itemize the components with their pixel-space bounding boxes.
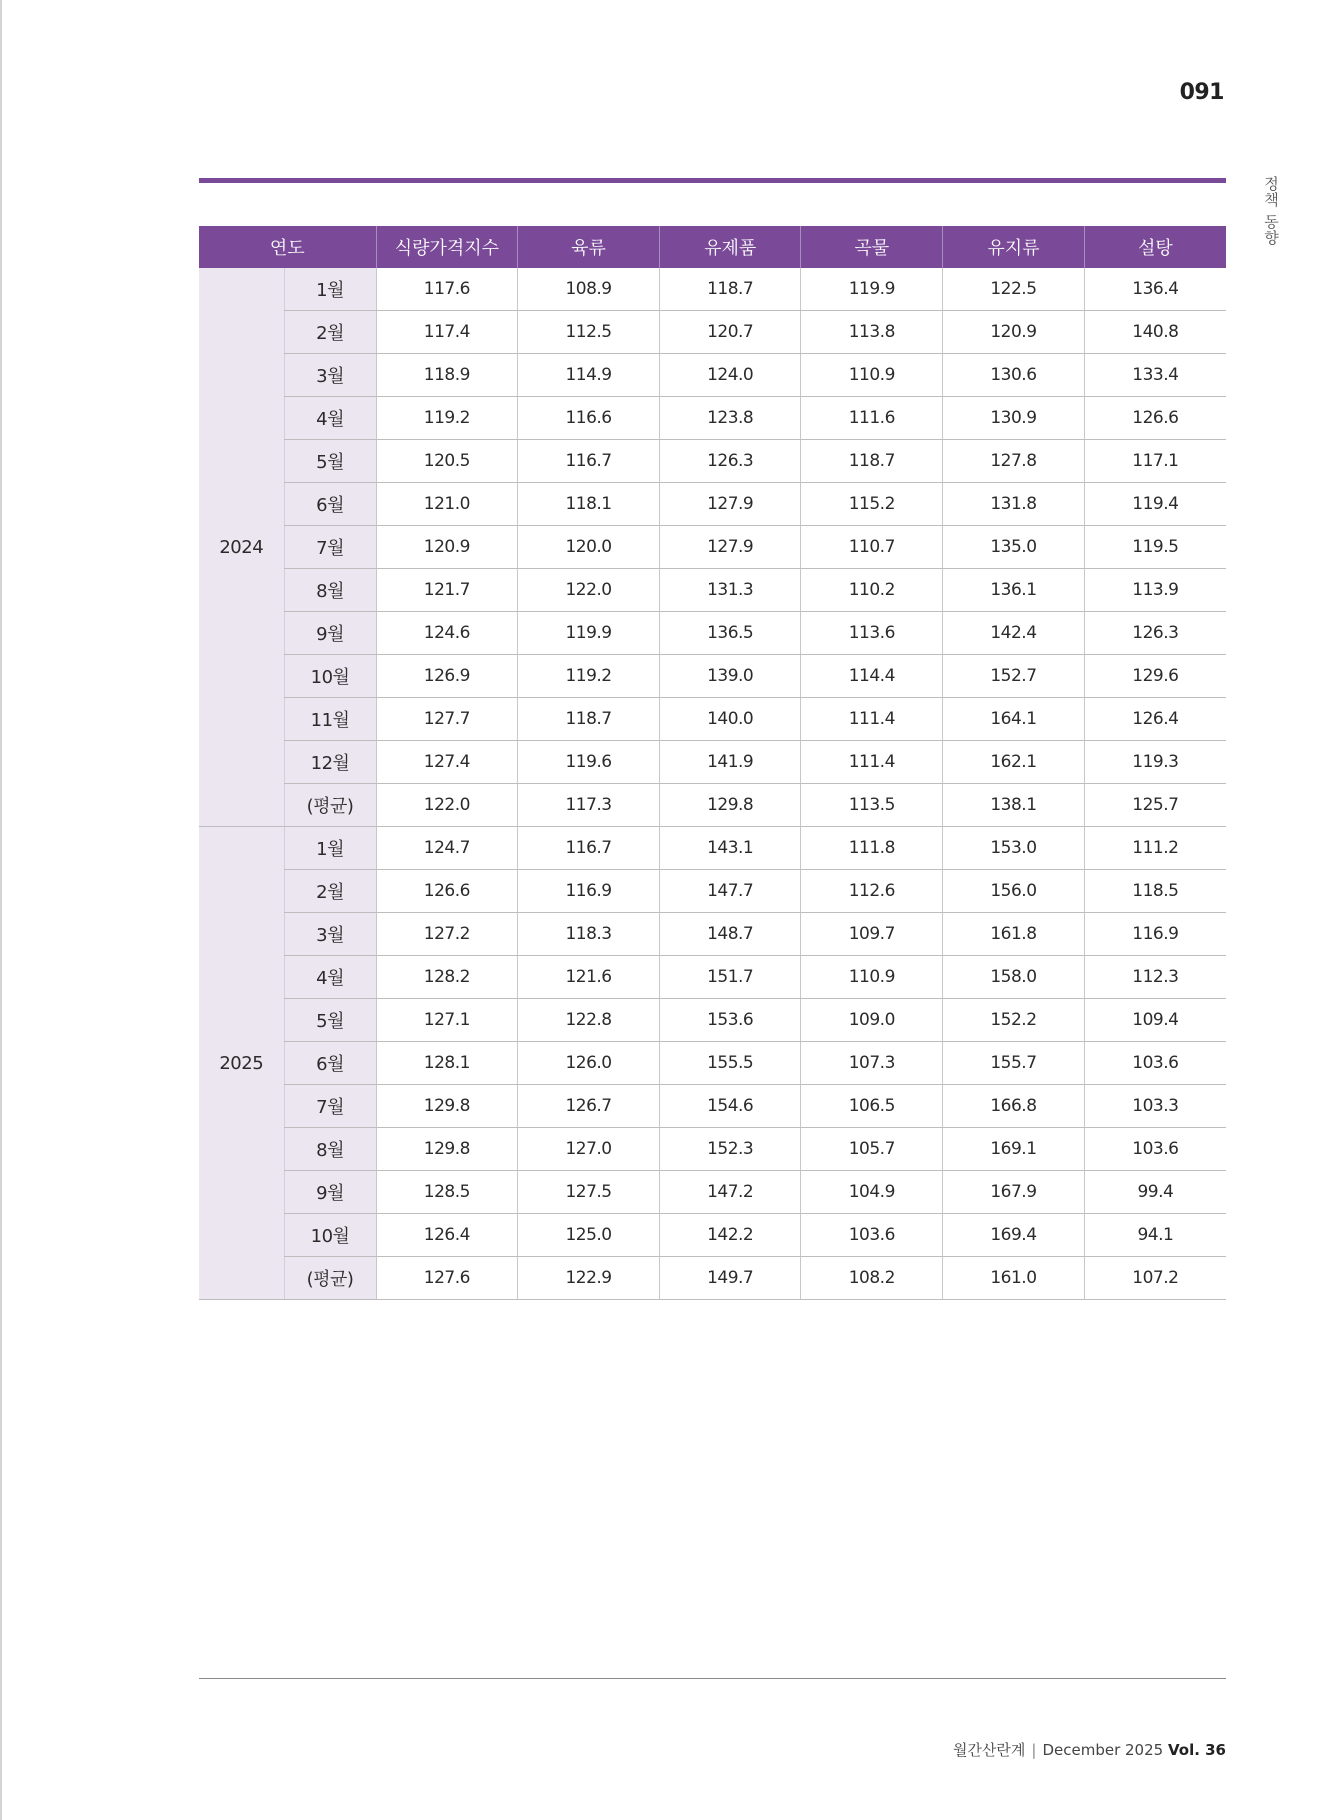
value-cell: 127.7: [376, 698, 518, 741]
month-cell: 7월: [284, 1085, 376, 1128]
header-oils: 유지류: [943, 226, 1085, 268]
value-cell: 141.9: [659, 741, 801, 784]
table-row: [199, 311, 1226, 354]
month-cell: 12월: [284, 741, 376, 784]
value-cell: 122.5: [943, 268, 1085, 311]
value-cell: 103.3: [1084, 1085, 1226, 1128]
page-edge: [0, 0, 2, 1820]
month-cell: 4월: [284, 956, 376, 999]
value-cell: 116.6: [518, 397, 660, 440]
table-row: [199, 526, 1226, 569]
value-cell: 103.6: [1084, 1042, 1226, 1085]
value-cell: 148.7: [659, 913, 801, 956]
month-cell: 6월: [284, 1042, 376, 1085]
table-row: [199, 827, 1226, 870]
value-cell: 109.0: [801, 999, 943, 1042]
value-cell: 162.1: [943, 741, 1085, 784]
value-cell: 126.0: [518, 1042, 660, 1085]
value-cell: 138.1: [943, 784, 1085, 827]
value-cell: 117.4: [376, 311, 518, 354]
value-cell: 136.4: [1084, 268, 1226, 311]
table-row: [199, 1042, 1226, 1085]
value-cell: 154.6: [659, 1085, 801, 1128]
value-cell: 121.0: [376, 483, 518, 526]
month-cell: 10월: [284, 655, 376, 698]
value-cell: 118.1: [518, 483, 660, 526]
value-cell: 147.7: [659, 870, 801, 913]
value-cell: 127.5: [518, 1171, 660, 1214]
value-cell: 114.4: [801, 655, 943, 698]
value-cell: 122.0: [376, 784, 518, 827]
month-cell: (평균): [284, 784, 376, 827]
value-cell: 127.2: [376, 913, 518, 956]
value-cell: 111.6: [801, 397, 943, 440]
value-cell: 121.6: [518, 956, 660, 999]
value-cell: 161.8: [943, 913, 1085, 956]
value-cell: 139.0: [659, 655, 801, 698]
month-cell: 2월: [284, 870, 376, 913]
value-cell: 118.7: [659, 268, 801, 311]
value-cell: 166.8: [943, 1085, 1085, 1128]
value-cell: 125.0: [518, 1214, 660, 1257]
value-cell: 151.7: [659, 956, 801, 999]
value-cell: 126.3: [1084, 612, 1226, 655]
header-year: 연도: [199, 226, 376, 268]
value-cell: 128.5: [376, 1171, 518, 1214]
value-cell: 119.9: [801, 268, 943, 311]
value-cell: 127.4: [376, 741, 518, 784]
value-cell: 128.1: [376, 1042, 518, 1085]
value-cell: 126.4: [1084, 698, 1226, 741]
value-cell: 155.5: [659, 1042, 801, 1085]
value-cell: 108.9: [518, 268, 660, 311]
value-cell: 120.5: [376, 440, 518, 483]
month-cell: 3월: [284, 354, 376, 397]
value-cell: 147.2: [659, 1171, 801, 1214]
value-cell: 143.1: [659, 827, 801, 870]
bottom-rule: [199, 1678, 1226, 1679]
value-cell: 127.8: [943, 440, 1085, 483]
header-dairy: 유제품: [659, 226, 801, 268]
value-cell: 119.5: [1084, 526, 1226, 569]
value-cell: 152.7: [943, 655, 1085, 698]
value-cell: 113.6: [801, 612, 943, 655]
value-cell: 105.7: [801, 1128, 943, 1171]
value-cell: 117.6: [376, 268, 518, 311]
month-cell: 9월: [284, 1171, 376, 1214]
value-cell: 104.9: [801, 1171, 943, 1214]
month-cell: 8월: [284, 1128, 376, 1171]
year-cell: 2024: [199, 268, 284, 827]
value-cell: 133.4: [1084, 354, 1226, 397]
value-cell: 110.7: [801, 526, 943, 569]
value-cell: 149.7: [659, 1257, 801, 1300]
value-cell: 169.1: [943, 1128, 1085, 1171]
month-cell: 4월: [284, 397, 376, 440]
value-cell: 118.7: [518, 698, 660, 741]
value-cell: 113.9: [1084, 569, 1226, 612]
value-cell: 116.7: [518, 440, 660, 483]
table-row: [199, 612, 1226, 655]
value-cell: 127.9: [659, 526, 801, 569]
value-cell: 113.8: [801, 311, 943, 354]
value-cell: 111.8: [801, 827, 943, 870]
value-cell: 120.9: [376, 526, 518, 569]
value-cell: 156.0: [943, 870, 1085, 913]
value-cell: 120.0: [518, 526, 660, 569]
table-row: [199, 956, 1226, 999]
table-row: [199, 913, 1226, 956]
value-cell: 158.0: [943, 956, 1085, 999]
value-cell: 111.2: [1084, 827, 1226, 870]
table-row: [199, 397, 1226, 440]
value-cell: 126.9: [376, 655, 518, 698]
value-cell: 110.9: [801, 956, 943, 999]
table-row: [199, 1128, 1226, 1171]
value-cell: 142.4: [943, 612, 1085, 655]
table-row: [199, 698, 1226, 741]
month-cell: 5월: [284, 999, 376, 1042]
table-row: [199, 268, 1226, 311]
value-cell: 127.1: [376, 999, 518, 1042]
value-cell: 124.6: [376, 612, 518, 655]
value-cell: 118.3: [518, 913, 660, 956]
section-label: 정책 동향: [1262, 176, 1280, 246]
value-cell: 115.2: [801, 483, 943, 526]
value-cell: 126.3: [659, 440, 801, 483]
footer-separator: |: [1031, 1741, 1037, 1759]
value-cell: 118.5: [1084, 870, 1226, 913]
table-row: [199, 1257, 1226, 1300]
page-number: 091: [1179, 80, 1224, 105]
table-row: [199, 870, 1226, 913]
header-cereals: 곡물: [801, 226, 943, 268]
value-cell: 167.9: [943, 1171, 1085, 1214]
value-cell: 112.6: [801, 870, 943, 913]
value-cell: 117.1: [1084, 440, 1226, 483]
month-cell: 5월: [284, 440, 376, 483]
value-cell: 107.2: [1084, 1257, 1226, 1300]
value-cell: 111.4: [801, 698, 943, 741]
value-cell: 112.5: [518, 311, 660, 354]
value-cell: 103.6: [1084, 1128, 1226, 1171]
footer-issue: December 2025: [1042, 1741, 1164, 1759]
value-cell: 127.6: [376, 1257, 518, 1300]
value-cell: 116.9: [518, 870, 660, 913]
value-cell: 118.7: [801, 440, 943, 483]
header-sugar: 설탕: [1084, 226, 1226, 268]
value-cell: 126.6: [376, 870, 518, 913]
value-cell: 113.5: [801, 784, 943, 827]
value-cell: 131.8: [943, 483, 1085, 526]
value-cell: 125.7: [1084, 784, 1226, 827]
value-cell: 119.3: [1084, 741, 1226, 784]
value-cell: 130.9: [943, 397, 1085, 440]
header-food-price-index: 식량가격지수: [376, 226, 518, 268]
month-cell: 1월: [284, 827, 376, 870]
value-cell: 140.8: [1084, 311, 1226, 354]
top-rule: [199, 178, 1226, 183]
value-cell: 121.7: [376, 569, 518, 612]
value-cell: 122.8: [518, 999, 660, 1042]
value-cell: 108.2: [801, 1257, 943, 1300]
month-cell: 9월: [284, 612, 376, 655]
value-cell: 120.7: [659, 311, 801, 354]
value-cell: 136.5: [659, 612, 801, 655]
table-header-row: [199, 226, 1226, 268]
value-cell: 118.9: [376, 354, 518, 397]
value-cell: 161.0: [943, 1257, 1085, 1300]
month-cell: 8월: [284, 569, 376, 612]
value-cell: 109.7: [801, 913, 943, 956]
value-cell: 136.1: [943, 569, 1085, 612]
table-row: [199, 999, 1226, 1042]
table-row: [199, 483, 1226, 526]
value-cell: 129.8: [376, 1128, 518, 1171]
food-price-index-table: [199, 226, 1226, 1300]
value-cell: 126.7: [518, 1085, 660, 1128]
value-cell: 126.4: [376, 1214, 518, 1257]
header-meat: 육류: [518, 226, 660, 268]
value-cell: 111.4: [801, 741, 943, 784]
value-cell: 128.2: [376, 956, 518, 999]
value-cell: 116.7: [518, 827, 660, 870]
table-body: [199, 268, 1226, 1300]
value-cell: 119.6: [518, 741, 660, 784]
table-row: [199, 354, 1226, 397]
value-cell: 116.9: [1084, 913, 1226, 956]
value-cell: 135.0: [943, 526, 1085, 569]
value-cell: 129.6: [1084, 655, 1226, 698]
value-cell: 119.2: [376, 397, 518, 440]
value-cell: 109.4: [1084, 999, 1226, 1042]
value-cell: 94.1: [1084, 1214, 1226, 1257]
value-cell: 164.1: [943, 698, 1085, 741]
month-cell: 7월: [284, 526, 376, 569]
month-cell: (평균): [284, 1257, 376, 1300]
footer-magazine: 월간산란계: [952, 1741, 1026, 1759]
value-cell: 119.4: [1084, 483, 1226, 526]
value-cell: 127.9: [659, 483, 801, 526]
value-cell: 107.3: [801, 1042, 943, 1085]
year-cell: 2025: [199, 827, 284, 1300]
value-cell: 119.2: [518, 655, 660, 698]
value-cell: 123.8: [659, 397, 801, 440]
value-cell: 112.3: [1084, 956, 1226, 999]
table-row: [199, 1171, 1226, 1214]
footer-volume: Vol. 36: [1167, 1741, 1226, 1759]
value-cell: 129.8: [659, 784, 801, 827]
footer: [800, 1739, 1226, 1760]
value-cell: 152.3: [659, 1128, 801, 1171]
value-cell: 124.7: [376, 827, 518, 870]
value-cell: 117.3: [518, 784, 660, 827]
table-row: [199, 741, 1226, 784]
value-cell: 122.0: [518, 569, 660, 612]
value-cell: 126.6: [1084, 397, 1226, 440]
value-cell: 127.0: [518, 1128, 660, 1171]
value-cell: 153.0: [943, 827, 1085, 870]
table-row: [199, 1085, 1226, 1128]
table-row: [199, 655, 1226, 698]
value-cell: 131.3: [659, 569, 801, 612]
month-cell: 3월: [284, 913, 376, 956]
value-cell: 103.6: [801, 1214, 943, 1257]
value-cell: 152.2: [943, 999, 1085, 1042]
value-cell: 114.9: [518, 354, 660, 397]
month-cell: 1월: [284, 268, 376, 311]
value-cell: 99.4: [1084, 1171, 1226, 1214]
value-cell: 119.9: [518, 612, 660, 655]
value-cell: 122.9: [518, 1257, 660, 1300]
month-cell: 10월: [284, 1214, 376, 1257]
table-row: [199, 784, 1226, 827]
month-cell: 6월: [284, 483, 376, 526]
month-cell: 11월: [284, 698, 376, 741]
value-cell: 130.6: [943, 354, 1085, 397]
value-cell: 110.2: [801, 569, 943, 612]
value-cell: 142.2: [659, 1214, 801, 1257]
value-cell: 140.0: [659, 698, 801, 741]
value-cell: 153.6: [659, 999, 801, 1042]
value-cell: 110.9: [801, 354, 943, 397]
value-cell: 124.0: [659, 354, 801, 397]
table-row: [199, 1214, 1226, 1257]
table-row: [199, 440, 1226, 483]
value-cell: 129.8: [376, 1085, 518, 1128]
value-cell: 106.5: [801, 1085, 943, 1128]
value-cell: 169.4: [943, 1214, 1085, 1257]
value-cell: 155.7: [943, 1042, 1085, 1085]
table-row: [199, 569, 1226, 612]
month-cell: 2월: [284, 311, 376, 354]
value-cell: 120.9: [943, 311, 1085, 354]
